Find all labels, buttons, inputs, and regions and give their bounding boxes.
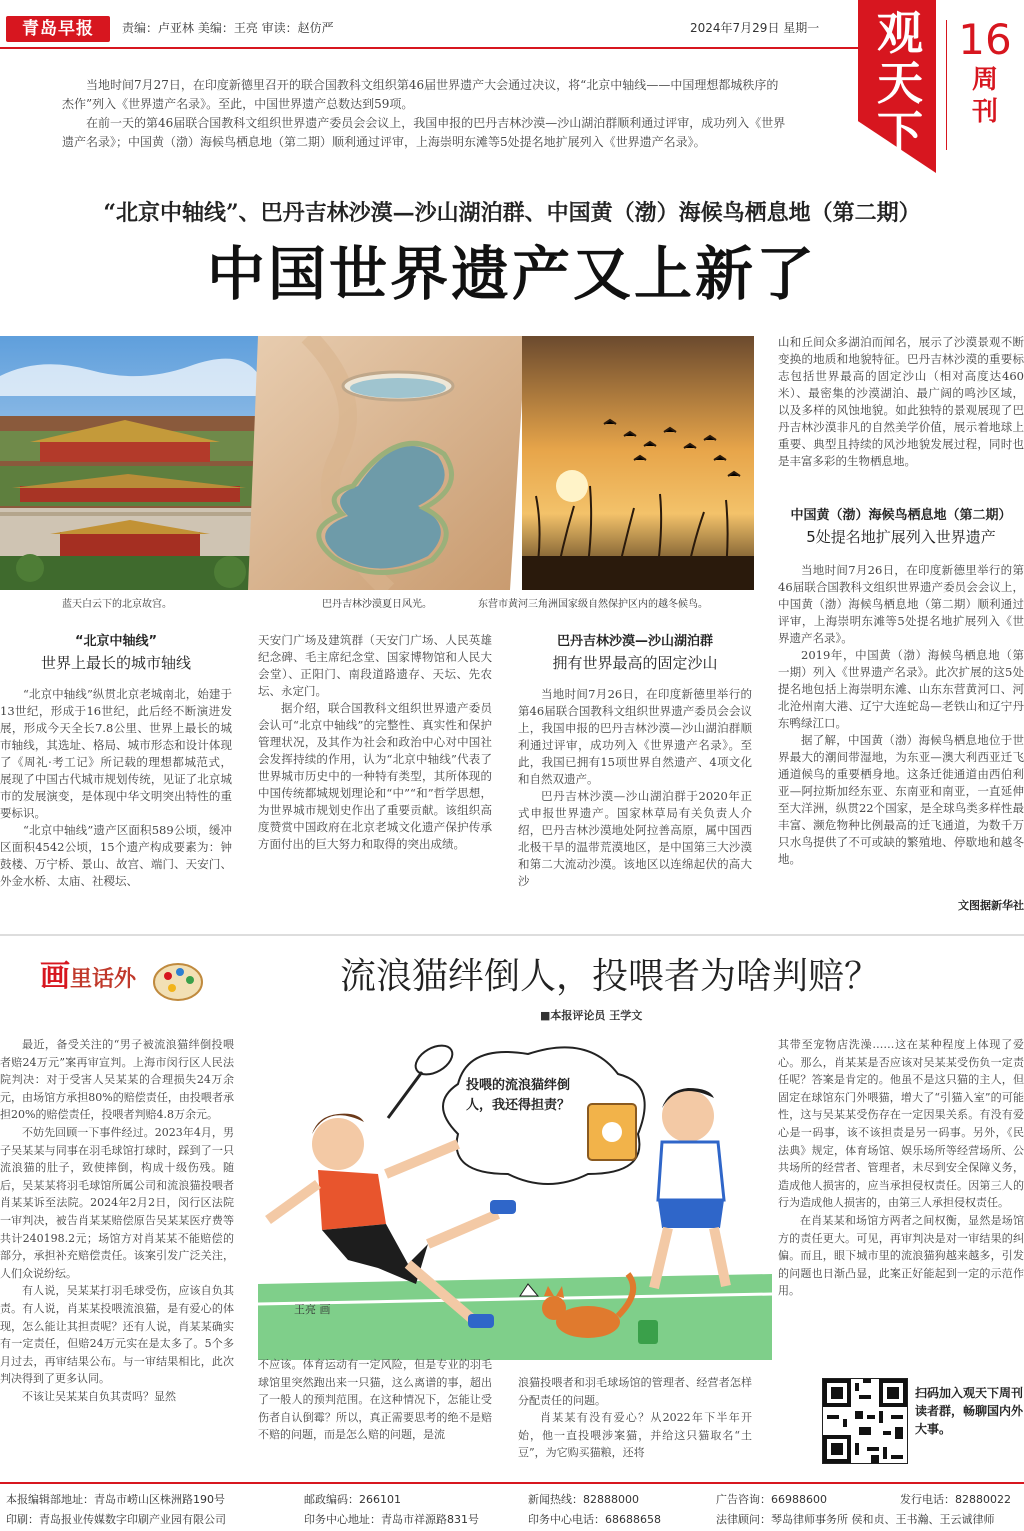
body-paragraph: “北京中轴线”遗产区面积589公顷，缓冲区面积4542公顷，15个遗产构成要素为：钟鼓楼、万宁桥、景山、故宫、端门、天安门、外金水桥、太庙、社稷坛、 (0, 823, 232, 888)
opinion-text-col4 (778, 1036, 1024, 1300)
photo-caption: 巴丹吉林沙漠夏日风光。 (322, 599, 432, 610)
forbidden-city-photo (0, 336, 258, 590)
speech-bubble-text: 投喂的流浪猫绊倒人，我还得担责？ (466, 1078, 571, 1113)
cartoon-illustration (258, 1024, 772, 1360)
badain-subhead-subtitle: 拥有世界最高的固定沙山 (552, 654, 718, 672)
birds-subhead (778, 506, 1024, 548)
body-paragraph: 不应该。体育运动有一定风险，但是专业的羽毛球馆里突然跑出来一只猫，这么离谱的事，超出了一般人的预判范围。在这种情况下，怎能让受伤者自认倒霉？所以，真正需要思考的绝不是赔不赔的问题，而是怎么赔的问题，是流 (258, 1358, 492, 1442)
body-paragraph: 2019年，中国黄（渤）海候鸟栖息地（第一期）列入《世界遗产名录》。此次扩展的这5处提名地包括上海崇明东滩、山东东营黄河口、河北沧州南大港、辽宁大连蛇岛—老铁山和辽宁丹东鸭绿江口。 (778, 648, 1024, 730)
body-paragraph: 不妨先回顾一下事件经过。2023年4月，男子吴某某与同事在羽毛球馆打球时，踩到了一只流浪猫的肚子，致使摔倒，构成十级伤残。随后，吴某某将羽毛球馆所属公司和流浪猫投喂者肖某某诉至法院。2024年2月2日，闵行区法院一审判决，被告肖某某赔偿原告吴某某医疗费等共计240198.2元；场馆方对肖某某不能赔偿的部分，承担补充赔偿责任。该案引发广泛关注，人们众说纷纭。 (0, 1125, 234, 1280)
photo-caption: 蓝天白云下的北京故宫。 (62, 599, 172, 610)
body-paragraph: 巴丹吉林沙漠—沙山湖泊群于2020年正式申报世界遗产。国家林草局有关负责人介绍，巴丹吉林沙漠地处阿拉善高原，属中国西北极干旱的温带荒漠地区，是中国第三大沙漠和第二大流动沙漠。该地区以连绵起伏的高大沙 (518, 789, 752, 888)
body-paragraph: 当地时间7月26日，在印度新德里举行的第46届联合国教科文组织世界遗产委员会会议上，我国申报的巴丹吉林沙漠—沙山湖泊群顺利通过评审，成功列入《世界遗产名录》。至此，我国已拥有15项世界自然遗产、4项文化和自然双遗产。 (518, 687, 752, 786)
section-label: 周刊 (971, 65, 998, 127)
opinion-text-col1 (0, 1036, 234, 1405)
badain-subhead-title: 巴丹吉林沙漠—沙山湖泊群 (556, 634, 713, 649)
beijing-subhead-title: “北京中轴线” (74, 634, 158, 649)
qr-code[interactable] (822, 1378, 908, 1464)
issue-date: 2024年7月29日 星期一 (690, 21, 820, 35)
footer-postcode: 邮政编码：266101 (304, 1493, 401, 1506)
birds-text (778, 562, 1024, 868)
birds-subhead-subtitle: 5处提名地扩展列入世界遗产 (806, 528, 996, 546)
palette-icon (150, 958, 206, 1004)
lead-paragraph: 当地时间7月27日，在印度新德里召开的联合国教科文组织第46届世界遗产大会通过决议，将“北京中轴线——中国理想都城秩序的杰作”列入《世界遗产名录》。至此，中国世界遗产总数达到59项。 (62, 78, 779, 111)
footer-print-address: 印务中心地址：青岛市祥源路831号 (304, 1513, 479, 1526)
column-logo (40, 959, 137, 994)
body-paragraph: 浪猫投喂者和羽毛球场馆的管理者、经营者怎样分配责任的问题。 (518, 1376, 752, 1407)
body-paragraph: 山和丘间众多湖泊而闻名，展示了沙漠景观不断变换的地质和地貌特征。巴丹吉林沙漠的重要标志包括世界最高的固定沙山（相对高度达460米）、最密集的沙漠湖泊、最广阔的鸣沙区域，以及多样的风蚀地貌。如此独特的景观展现了巴丹吉林沙漠非凡的自然美学价值，展示着地球上重要、典型且持续的风沙地貌发展过程，同时也是丰富多彩的生物栖息地。 (778, 335, 1024, 468)
section-divider-rule (0, 934, 1024, 936)
footer-print-phone: 印务中心电话：68688658 (528, 1513, 661, 1526)
footer-legal-advisor: 法律顾问：琴岛律师事务所 侯和贞、王书瀚、王云诚律师 (716, 1513, 995, 1526)
body-paragraph: 肖某某有没有爱心？从2022年下半年开始，他一直投喂涉案猫，并给这只猫取名“土豆”，为它购买猫粮，还将 (518, 1411, 752, 1460)
birds-subhead-title: 中国黄（渤）海候鸟栖息地（第二期） (790, 508, 1012, 523)
body-paragraph: 当地时间7月26日，在印度新德里举行的第46届联合国教科文组织世界遗产委员会会议上，中国黄（渤）海候鸟栖息地（第二期）顺利通过评审，上海崇明东滩等5处提名地扩展列入《世界遗产名录》。 (778, 563, 1024, 645)
body-paragraph: 在肖某某和场馆方两者之间权衡，显然是场馆方的责任更大。可见，再审判决是对一审结果的纠偏。而且，眼下城市里的流浪猫狗越来越多，引发的问题也日渐凸显，此案正好能起到一定的示范作用。 (778, 1213, 1024, 1298)
opinion-byline: ■本报评论员 王学文 (540, 1009, 643, 1022)
body-paragraph: 据了解，中国黄（渤）海候鸟栖息地位于世界最大的潮间带湿地，为东亚—澳大利西亚迁飞通道候鸟的重要栖身地。这条迁徙通道由西伯利亚—阿拉斯加经东亚、东南亚和南亚，一直延伸至大洋洲，纵贯22个国家，是全球鸟类多样性最丰富、濒危物种比例最高的迁飞通道，为数千万只水鸟提供了不可或缺的繁殖地、停歇地和越冬地。 (778, 733, 1024, 866)
body-paragraph: “北京中轴线”纵贯北京老城南北，始建于13世纪，形成于16世纪，此后经不断演进发展，形成今天全长7.8公里、世界上最长的城市轴线，其选址、格局、城市形态和设计体现了《周礼·考工记》所记载的理想都城范式，展现了中国古代城市规划传统，见证了北京城市的发展演变，是体现中华文明突出特性的重要标识。 (0, 687, 232, 820)
column-logo-text: 里话外 (70, 966, 137, 992)
migratory-birds-photo (514, 336, 754, 590)
body-paragraph: 不该让吴某某自负其责吗？显然 (22, 1389, 176, 1403)
desert-lake-photo (248, 336, 526, 590)
body-paragraph: 天安门广场及建筑群（天安门广场、人民英雄纪念碑、毛主席纪念堂、国家博物馆和人民大会堂）、正阳门、南段道路遗存、天坛、先农坛、永定门。 (258, 633, 492, 698)
source-credit: 文图据新华社 (958, 899, 1024, 912)
badain-text (518, 686, 752, 890)
opinion-text-col3 (518, 1374, 752, 1462)
beijing-text (0, 686, 232, 890)
opinion-headline: 流浪猫绊倒人，投喂者为啥判赔？ (339, 956, 880, 997)
footer-address: 本报编辑部地址：青岛市崂山区株洲路190号 (6, 1493, 225, 1506)
lead-paragraph: 在前一天的第46届联合国教科文组织世界遗产委员会会议上，我国申报的巴丹吉林沙漠—沙山湖泊群顺利通过评审，成功列入《世界遗产名录》；中国黄（渤）海候鸟栖息地（第二期）顺利通过评审，上海崇明东滩等5处提名地扩展列入《世界遗产名录》。 (62, 116, 786, 149)
footer-news-hotline: 新闻热线：82888000 (528, 1493, 639, 1506)
footer-distribution-phone: 发行电话：82880022 (900, 1493, 1011, 1506)
photo-caption: 东营市黄河三角洲国家级自然保护区内的越冬候鸟。 (478, 599, 708, 610)
opinion-text-col2 (258, 1356, 492, 1444)
page-number: 16 (958, 15, 1012, 64)
beijing-subhead-subtitle: 世界上最长的城市轴线 (40, 654, 191, 672)
lead-paragraphs (62, 76, 787, 152)
headline-kicker: “北京中轴线”、巴丹吉林沙漠—沙山湖泊群、中国黄（渤）海候鸟栖息地（第二期） (103, 200, 921, 226)
body-paragraph: 有人说，吴某某打羽毛球受伤，应该自负其责。有人说，肖某某投喂流浪猫，是有爱心的体现，怎么能让其担责呢？还有人说，肖某某确实有一定责任，但赔24万元实在是太多了。5个多月过去，再审结果公布。与一审结果相比，此次判决得到了更多认同。 (0, 1284, 234, 1386)
badain-continued-text (778, 334, 1024, 470)
main-headline: 中国世界遗产又上新了 (206, 240, 817, 308)
section-title: 观天下 (877, 6, 923, 160)
newspaper-logo: 青岛早报 (6, 16, 110, 42)
footer-rule (0, 1482, 1024, 1484)
masthead-rule (0, 47, 860, 49)
body-paragraph: 据介绍，联合国教科文组织世界遗产委员会认可“北京中轴线”的完整性、真实性和保护管理状况，及其作为社会和政治中心对中国社会发挥持续的作用，认为“北京中轴线”代表了世界城市历史中的一种特有类型，其所体现的中国传统都城规划理论和“中”“和”哲学思想，为世界城市规划史作出了重要贡献。该组织高度赞赏中国政府在北京老城文化遗产保护传承方面付出的巨大努力和取得的突出成绩。 (258, 701, 492, 851)
footer-ad-phone: 广告咨询：66988600 (716, 1493, 827, 1506)
badain-subhead (518, 632, 752, 674)
cartoon-artist-credit: 王亮 画 (294, 1303, 331, 1316)
footer-printer: 印刷：青岛报业传媒数字印刷产业园有限公司 (6, 1513, 226, 1526)
body-paragraph: 最近，备受关注的“男子被流浪猫绊倒投喂者赔24万元”案再审宣判。上海市闵行区人民法院判决：对于受害人吴某某的合理损失24万余元，由场馆方承担80%的赔偿责任，由投喂者承担20%的赔偿责任，投喂者判赔4.8万余元。 (0, 1038, 234, 1122)
body-paragraph: 其带至宠物店洗澡……这在某种程度上体现了爱心。那么，肖某某是否应该对吴某某受伤负一定责任呢？答案是肯定的。他虽不是这只猫的主人，但固定在球馆东门外喂猫，增大了“引猫入室”的可能性，这与吴某某受伤存在一定因果关系。有没有爱心是一码事，该不该担责是另一码事。另外，《民法典》规定，体育场馆、娱乐场所等经营场所、公共场所的经营者、管理者，未尽到安全保障义务，造成他人损害的，应当承担侵权责任。因第三人的行为造成他人损害的，由第三人承担侵权责任。 (778, 1038, 1024, 1210)
column-logo-mark: 画 (40, 959, 70, 994)
editor-credits: 责编：卢亚林 美编：王亮 审读：赵仿严 (122, 21, 334, 35)
beijing-subhead (0, 632, 232, 674)
qr-invite-text: 扫码加入观天下周刊读者群，畅聊国内外大事。 (915, 1386, 1024, 1436)
beijing-text-continued (258, 632, 492, 853)
